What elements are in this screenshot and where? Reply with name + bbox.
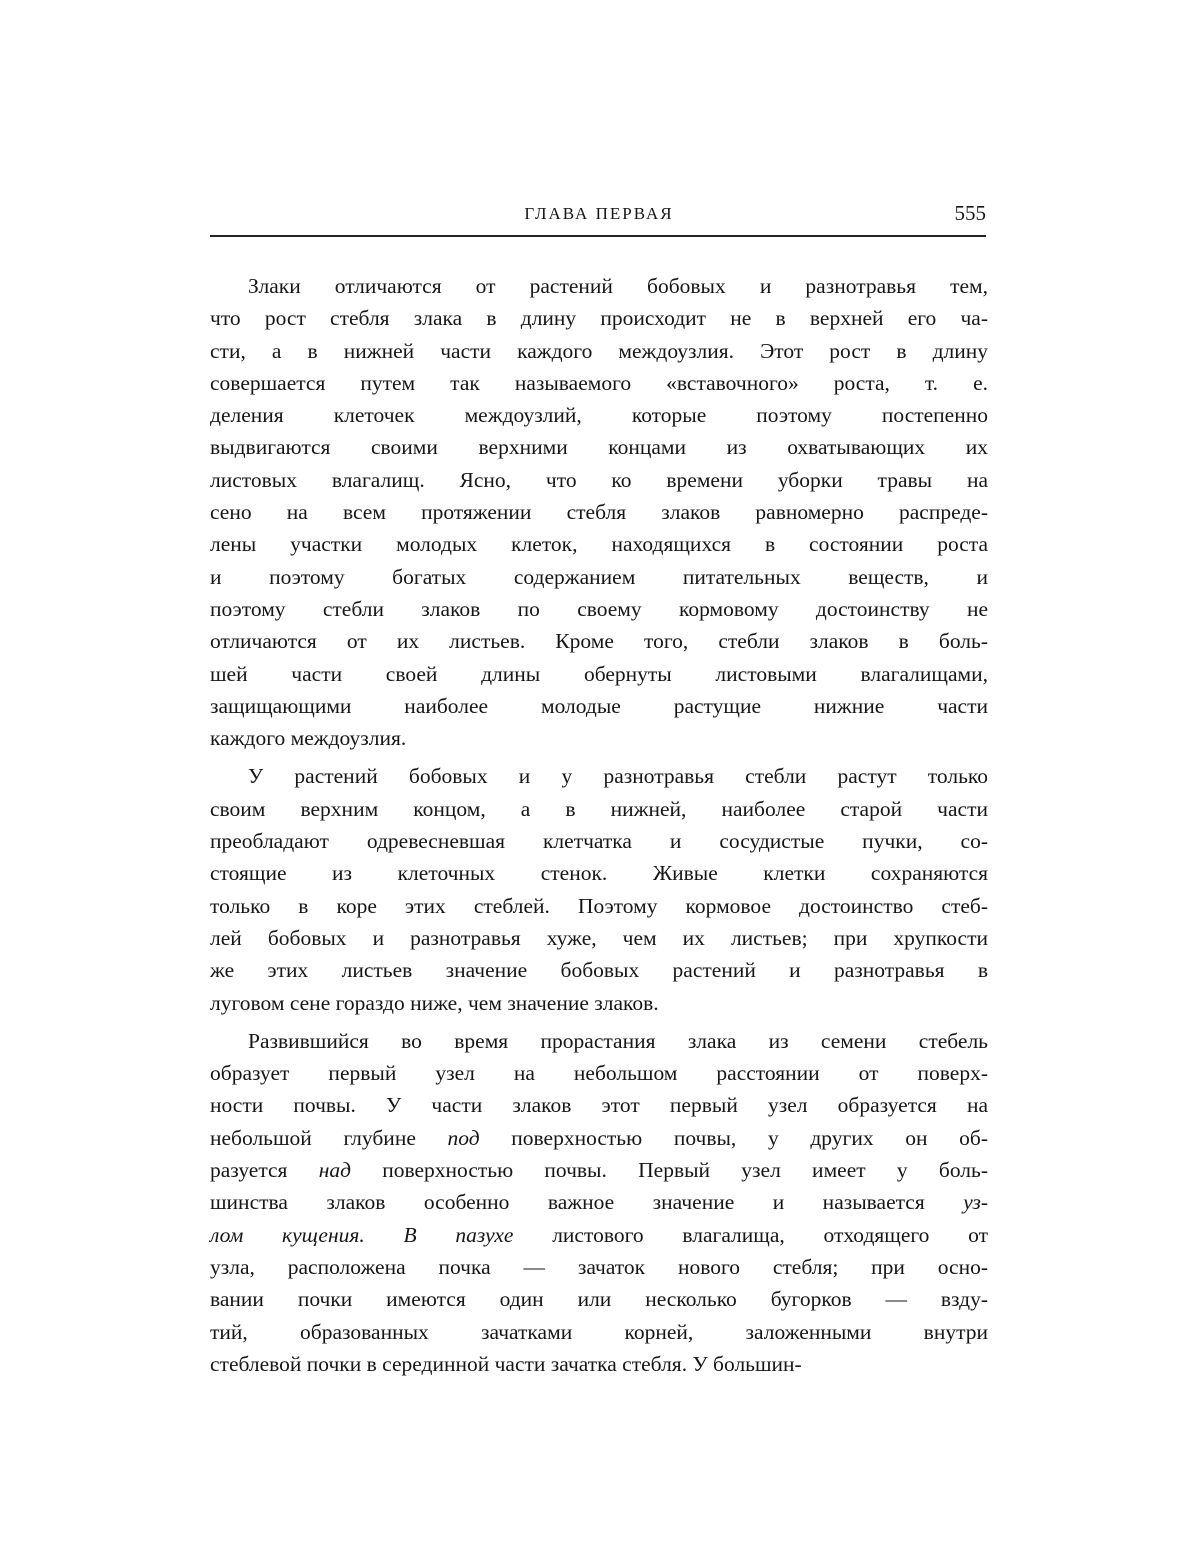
text-line: образует первый узел на небольшом расстоянии от поверх-	[210, 1057, 988, 1089]
text-line: преобладают одревесневшая клетчатка и сосудистые пучки, со-	[210, 825, 988, 857]
text-line: стоящие из клеточных стенок. Живые клетки сохраняются	[210, 857, 988, 889]
paragraph	[210, 1025, 988, 1380]
text-line: луговом сене гораздо ниже, чем значение злаков.	[210, 987, 988, 1019]
text-line: выдвигаются своими верхними концами из охватывающих их	[210, 431, 988, 463]
text-line: узла, расположена почка — зачаток нового стебля; при осно-	[210, 1251, 988, 1283]
text-line: лей бобовых и разнотравья хуже, чем их листьев; при хрупкости	[210, 922, 988, 954]
text-line: лены участки молодых клеток, находящихся в состоянии роста	[210, 528, 988, 560]
italic-term: уз-	[963, 1190, 988, 1214]
text-line: листовых влагалищ. Ясно, что ко времени уборки травы на	[210, 464, 988, 496]
text-line: небольшой глубине под поверхностью почвы, у других он об-	[210, 1122, 988, 1154]
text-line: Развившийся во время прорастания злака из семени стебель	[210, 1025, 988, 1057]
paragraph	[210, 760, 988, 1018]
text-line: совершается путем так называемого «вставочного» роста, т. е.	[210, 367, 988, 399]
text-line: шинства злаков особенно важное значение и называется уз-	[210, 1186, 988, 1218]
text-line: шей части своей длины обернуты листовыми влагалищами,	[210, 658, 988, 690]
text-line: вании почки имеются один или несколько бугорков — взду-	[210, 1283, 988, 1315]
text-line: сено на всем протяжении стебля злаков равномерно распреде-	[210, 496, 988, 528]
text-line: только в коре этих стеблей. Поэтому кормовое достоинство стеб-	[210, 890, 988, 922]
text-line: своим верхним концом, а в нижней, наиболее старой части	[210, 793, 988, 825]
book-page	[0, 0, 1200, 1560]
text-line: стеблевой почки в серединной части зачатка стебля. У большин-	[210, 1348, 988, 1380]
text-line: что рост стебля злака в длину происходит не в верхней его ча-	[210, 302, 988, 334]
text-line: отличаются от их листьев. Кроме того, стебли злаков в боль-	[210, 625, 988, 657]
text-line: разуется над поверхностью почвы. Первый узел имеет у боль-	[210, 1154, 988, 1186]
running-head	[210, 198, 988, 234]
italic-term: над	[319, 1158, 351, 1182]
text-line: ности почвы. У части злаков этот первый узел образуется на	[210, 1089, 988, 1121]
text-line: защищающими наиболее молодые растущие нижние части	[210, 690, 988, 722]
body-text	[210, 270, 988, 1380]
text-line: У растений бобовых и у разнотравья стебли растут только	[210, 760, 988, 792]
text-line: тий, образованных зачатками корней, заложенными внутри	[210, 1316, 988, 1348]
page-number: 555	[955, 201, 987, 226]
text-line: и поэтому богатых содержанием питательных веществ, и	[210, 561, 988, 593]
italic-term: лом кущения. В пазухе	[210, 1223, 513, 1247]
text-line: же этих листьев значение бобовых растений и разнотравья в	[210, 954, 988, 986]
text-line: деления клеточек междоузлий, которые поэтому постепенно	[210, 399, 988, 431]
text-line: лом кущения. В пазухе листового влагалища, отходящего от	[210, 1219, 988, 1251]
text-line: каждого междоузлия.	[210, 722, 988, 754]
header-rule	[210, 235, 986, 237]
text-line: поэтому стебли злаков по своему кормовому достоинству не	[210, 593, 988, 625]
italic-term: под	[448, 1126, 480, 1150]
text-line: сти, а в нижней части каждого междоузлия. Этот рост в длину	[210, 335, 988, 367]
chapter-title: ГЛАВА ПЕРВАЯ	[210, 204, 988, 224]
text-line: Злаки отличаются от растений бобовых и разнотравья тем,	[210, 270, 988, 302]
paragraph	[210, 270, 988, 754]
